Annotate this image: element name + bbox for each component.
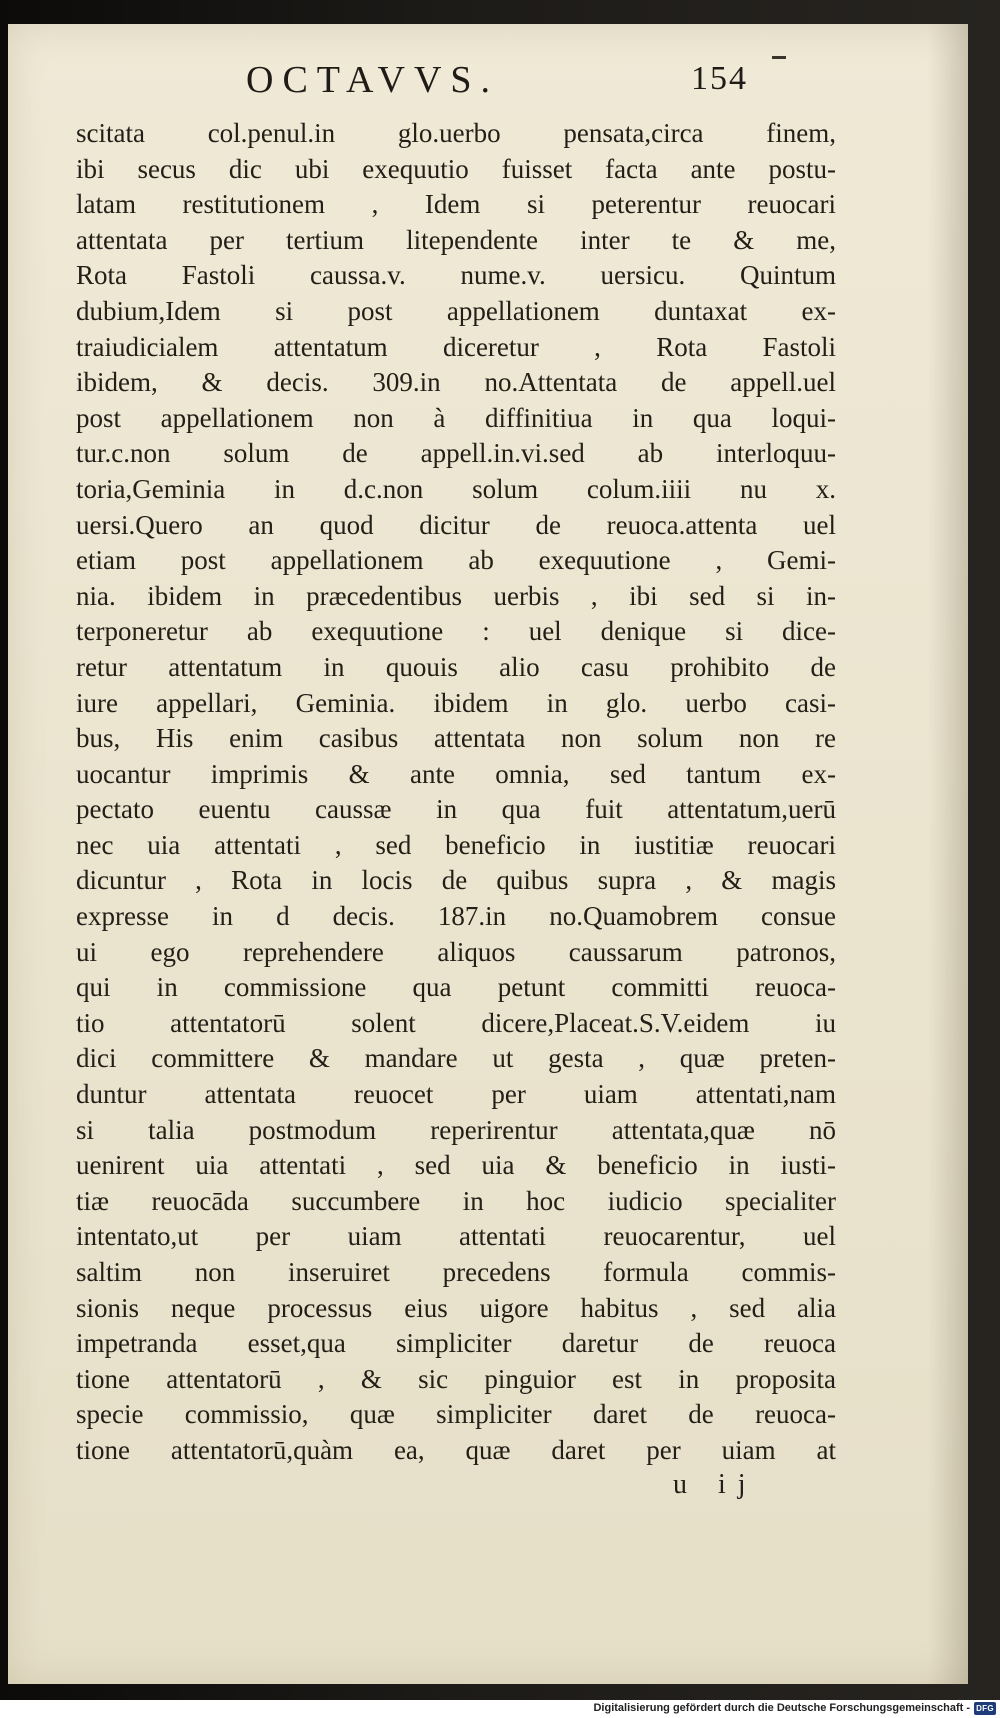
text-line: dubium,Idem si post appellationem duntaxat ex- (76, 295, 836, 326)
text-line: dicuntur , Rota in locis de quibus supra , & magis (76, 865, 836, 896)
text-line: iure appellari, Geminia. ibidem in glo. uerbo casi- (76, 687, 836, 718)
text-line: sionis neque processus eius uigore habitus , sed alia (76, 1292, 836, 1323)
text-line: tur.c.non solum de appell.in.vi.sed ab interloquu- (76, 438, 836, 469)
text-line: toria,Geminia in d.c.non solum colum.iiii nu x. (76, 473, 836, 504)
text-line: tione attentatorū,quàm ea, quæ daret per uiam at (76, 1434, 836, 1465)
text-line: impetranda esset,qua simpliciter daretur de reuoca (76, 1328, 836, 1359)
page-gutter-shade (928, 24, 968, 1684)
text-line: Rota Fastoli caussa.v. nume.v. uersicu. Quintum (76, 260, 836, 291)
text-line: nia. ibidem in præcedentibus uerbis , ibi sed si in- (76, 580, 836, 611)
text-line: ibi secus dic ubi exequutio fuisset facta ante postu- (76, 153, 836, 184)
text-line: latam restitutionem , Idem si peterentur reuocari (76, 189, 836, 220)
text-line: uocantur imprimis & ante omnia, sed tantum ex- (76, 758, 836, 789)
text-line: attentata per tertium litependente inter te & me, (76, 224, 836, 255)
page-header (8, 58, 968, 108)
text-line: ibidem, & decis. 309.in no.Attentata de appell.uel (76, 367, 836, 398)
corner-mark (772, 56, 786, 59)
text-line: uersi.Quero an quod dicitur de reuoca.attenta uel (76, 509, 836, 540)
dfg-logo: DFG (974, 1702, 996, 1715)
text-line: si talia postmodum reperirentur attentata,quæ nō (76, 1114, 836, 1145)
text-line: etiam post appellationem ab exequutione , Gemi- (76, 545, 836, 576)
text-line: duntur attentata reuocet per uiam attentati,nam (76, 1079, 836, 1110)
text-line: pectato euentu caussæ in qua fuit attentatum,uerū (76, 794, 836, 825)
text-line: tio attentatorū solent dicere,Placeat.S.V.eidem iu (76, 1007, 836, 1038)
text-line: ui ego reprehendere aliquos caussarum patronos, (76, 936, 836, 967)
running-title: OCTAVVS. (246, 59, 500, 101)
text-line: nec uia attentati , sed beneficio in iustitiæ reuocari (76, 829, 836, 860)
text-line: terponeretur ab exequutione : uel denique si dice- (76, 616, 836, 647)
text-line: intentato,ut per uiam attentati reuocarentur, uel (76, 1221, 836, 1252)
text-line: expresse in d decis. 187.in no.Quamobrem consue (76, 901, 836, 932)
digitization-credit: Digitalisierung gefördert durch die Deutsche Forschungsgemeinschaft - (593, 1702, 970, 1714)
text-line: saltim non inseruiret precedens formula commis- (76, 1257, 836, 1287)
text-line: post appellationem non à diffinitiua in qua loqui- (76, 402, 836, 433)
book-page (8, 24, 968, 1684)
text-line: tiæ reuocāda succumbere in hoc iudicio specialiter (76, 1185, 836, 1216)
text-line: traiudicialem attentatum diceretur , Rota Fastoli (76, 331, 836, 362)
text-line: retur attentatum in quouis alio casu prohibito de (76, 651, 836, 682)
text-line: specie commissio, quæ simpliciter daret de reuoca- (76, 1399, 836, 1430)
text-line: tione attentatorū , & sic pinguior est in proposita (76, 1363, 836, 1394)
body-text (76, 116, 836, 1469)
text-line: dici committere & mandare ut gesta , quæ preten- (76, 1043, 836, 1074)
text-line: bus, His enim casibus attentata non solum non re (76, 723, 836, 754)
text-line: uenirent uia attentati , sed uia & beneficio in iusti- (76, 1150, 836, 1181)
text-line: scitata col.penul.in glo.uerbo pensata,circa finem, (76, 118, 836, 148)
text-line: qui in commissione qua petunt committi reuoca- (76, 972, 836, 1003)
page-number: 154 (691, 60, 748, 97)
signature-mark: u ij (673, 1469, 758, 1500)
